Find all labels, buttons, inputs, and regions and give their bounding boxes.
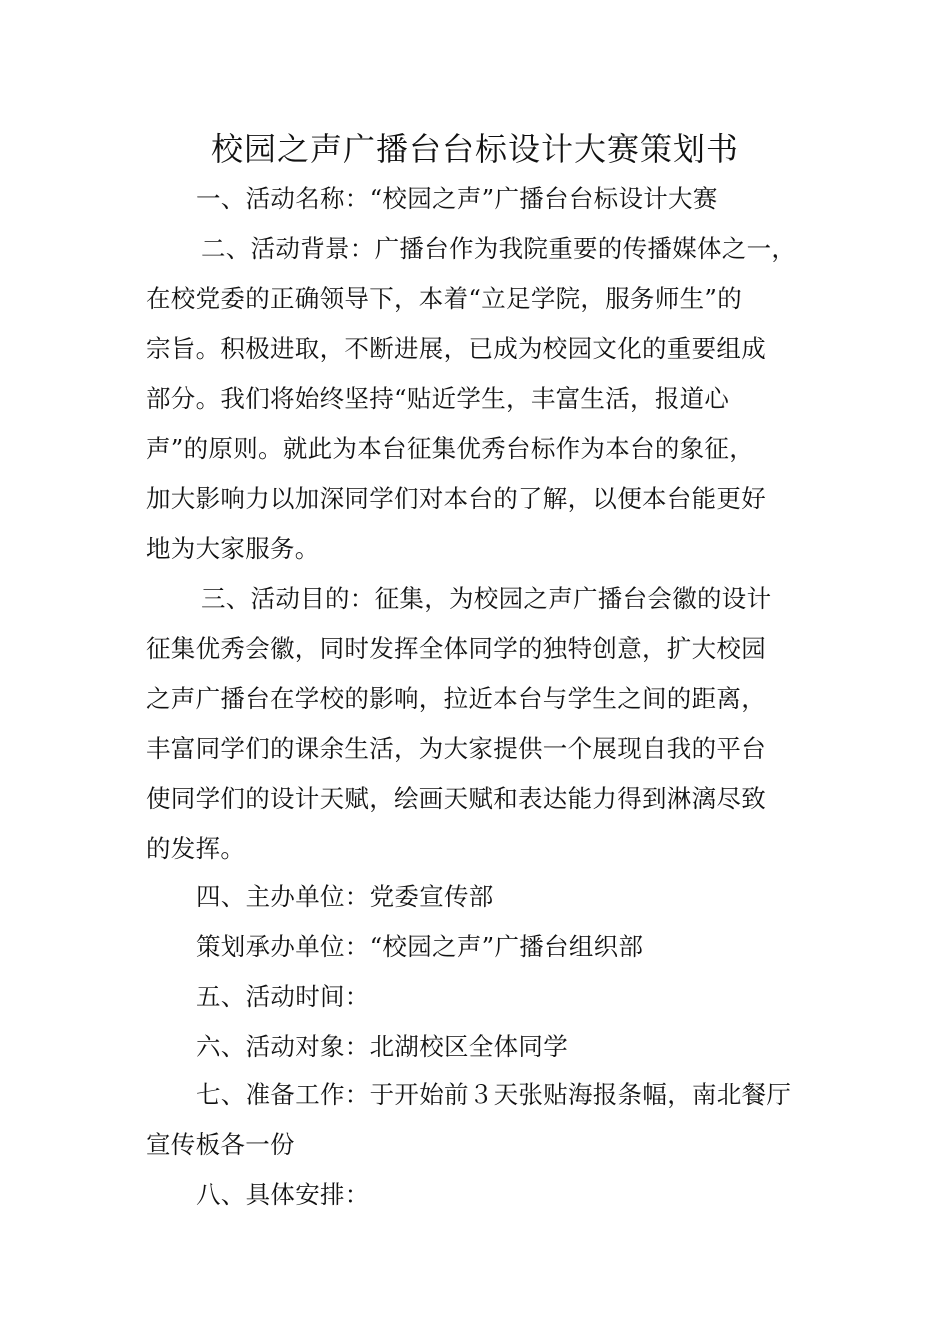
paragraph-arrangement: 八、具体安排：	[196, 1180, 370, 1209]
paragraph-background-line-3: 宗旨。积极进取，不断进展，已成为校园文化的重要组成	[146, 334, 766, 363]
document-title: 校园之声广播台台标设计大赛策划书	[210, 130, 739, 168]
paragraph-preparation-line-2: 宣传板各一份	[146, 1130, 295, 1159]
paragraph-background-line-1: 二、活动背景：广播台作为我院重要的传播媒体之一，	[201, 234, 797, 263]
paragraph-background-line-7: 地为大家服务。	[146, 534, 320, 563]
paragraph-purpose-line-1: 三、活动目的：征集，为校园之声广播台会徽的设计	[201, 584, 772, 613]
paragraph-background-line-6: 加大影响力以加深同学们对本台的了解，以便本台能更好	[146, 484, 766, 513]
paragraph-purpose-line-6: 的发挥。	[146, 834, 246, 863]
paragraph-purpose-line-3: 之声广播台在学校的影响，拉近本台与学生之间的距离，	[146, 684, 766, 713]
paragraph-audience: 六、活动对象：北湖校区全体同学	[196, 1032, 568, 1061]
paragraph-background-line-2: 在校党委的正确领导下，本着“立足学院，服务师生”的	[146, 284, 743, 313]
paragraph-activity-name: 一、活动名称：“校园之声”广播台台标设计大赛	[196, 184, 718, 213]
paragraph-purpose-line-5: 使同学们的设计天赋，绘画天赋和表达能力得到淋漓尽致	[146, 784, 766, 813]
paragraph-background-line-5: 声”的原则。就此为本台征集优秀台标作为本台的象征，	[146, 434, 755, 463]
paragraph-time: 五、活动时间：	[196, 982, 370, 1011]
paragraph-organizer: 策划承办单位：“校园之声”广播台组织部	[196, 932, 644, 961]
paragraph-purpose-line-4: 丰富同学们的课余生活，为大家提供一个展现自我的平台	[146, 734, 766, 763]
paragraph-preparation-line-1: 七、准备工作：于开始前３天张贴海报条幅，南北餐厅	[196, 1080, 792, 1109]
paragraph-background-line-4: 部分。我们将始终坚持“贴近学生，丰富生活，报道心	[146, 384, 730, 413]
paragraph-purpose-line-2: 征集优秀会徽，同时发挥全体同学的独特创意，扩大校园	[146, 634, 766, 663]
paragraph-host: 四、主办单位：党委宣传部	[196, 882, 494, 911]
